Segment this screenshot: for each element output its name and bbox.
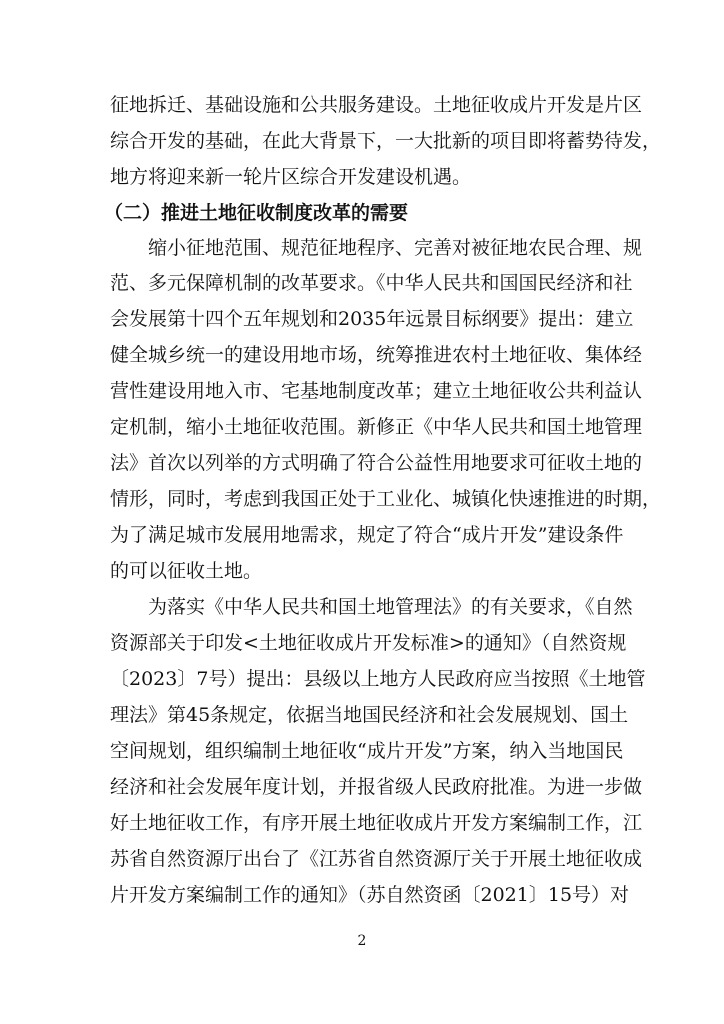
text-line: 定机制，缩小土地征收范围。新修正《中华人民共和国土地管理: [110, 416, 643, 438]
text-line: 地方将迎来新一轮片区综合开发建设机遇。: [110, 166, 472, 188]
text-line: 空间规划，组织编制土地征收“成片开发”方案，纳入当地国民: [110, 740, 624, 762]
text-line: 综合开发的基础，在此大背景下，一大批新的项目即将蓄势待发，: [110, 130, 662, 152]
text-line: 法》首次以列举的方式明确了符合公益性用地要求可征收土地的: [110, 452, 643, 474]
text-line: 情形，同时，考虑到我国正处于工业化、城镇化快速推进的时期，: [110, 488, 662, 510]
page-number: 2: [357, 933, 367, 949]
text-line: 理法》第45条规定，依据当地国民经济和社会发展规划、国土: [110, 704, 629, 726]
section-heading: （二）推进土地征收制度改革的需要: [104, 202, 409, 224]
text-line: 好土地征收工作，有序开展土地征收成片开发方案编制工作，江: [110, 812, 643, 834]
text-line: 为落实《中华人民共和国土地管理法》的有关要求，《自然: [148, 596, 633, 618]
text-line: 苏省自然资源厅出台了《江苏省自然资源厅关于开展土地征收成: [110, 848, 643, 870]
text-line: 营性建设用地入市、宅基地制度改革；建立土地征收公共利益认: [110, 380, 643, 402]
text-line: 的可以征收土地。: [110, 560, 263, 582]
text-line: 片开发方案编制工作的通知》（苏自然资函〔2021〕15号）对: [110, 884, 630, 906]
text-line: 缩小征地范围、规范征地程序、完善对被征地农民合理、规: [148, 237, 643, 259]
text-line: 资源部关于印发<土地征收成片开发标准>的通知》（自然资规: [110, 632, 627, 654]
text-line: 范、多元保障机制的改革要求。《中华人民共和国国民经济和社: [110, 272, 633, 294]
text-line: 经济和社会发展年度计划，并报省级人民政府批准。为进一步做: [110, 776, 643, 798]
text-line: 征地拆迁、基础设施和公共服务建设。土地征收成片开发是片区: [110, 94, 643, 116]
text-line: 会发展第十四个五年规划和2035年远景目标纲要》提出：建立: [110, 308, 634, 330]
text-line: 为了满足城市发展用地需求，规定了符合“成片开发”建设条件: [110, 524, 624, 546]
text-line: 健全城乡统一的建设用地市场，统筹推进农村土地征收、集体经: [110, 344, 643, 366]
text-line: 〔2023〕7号）提出：县级以上地方人民政府应当按照《土地管: [110, 668, 646, 690]
